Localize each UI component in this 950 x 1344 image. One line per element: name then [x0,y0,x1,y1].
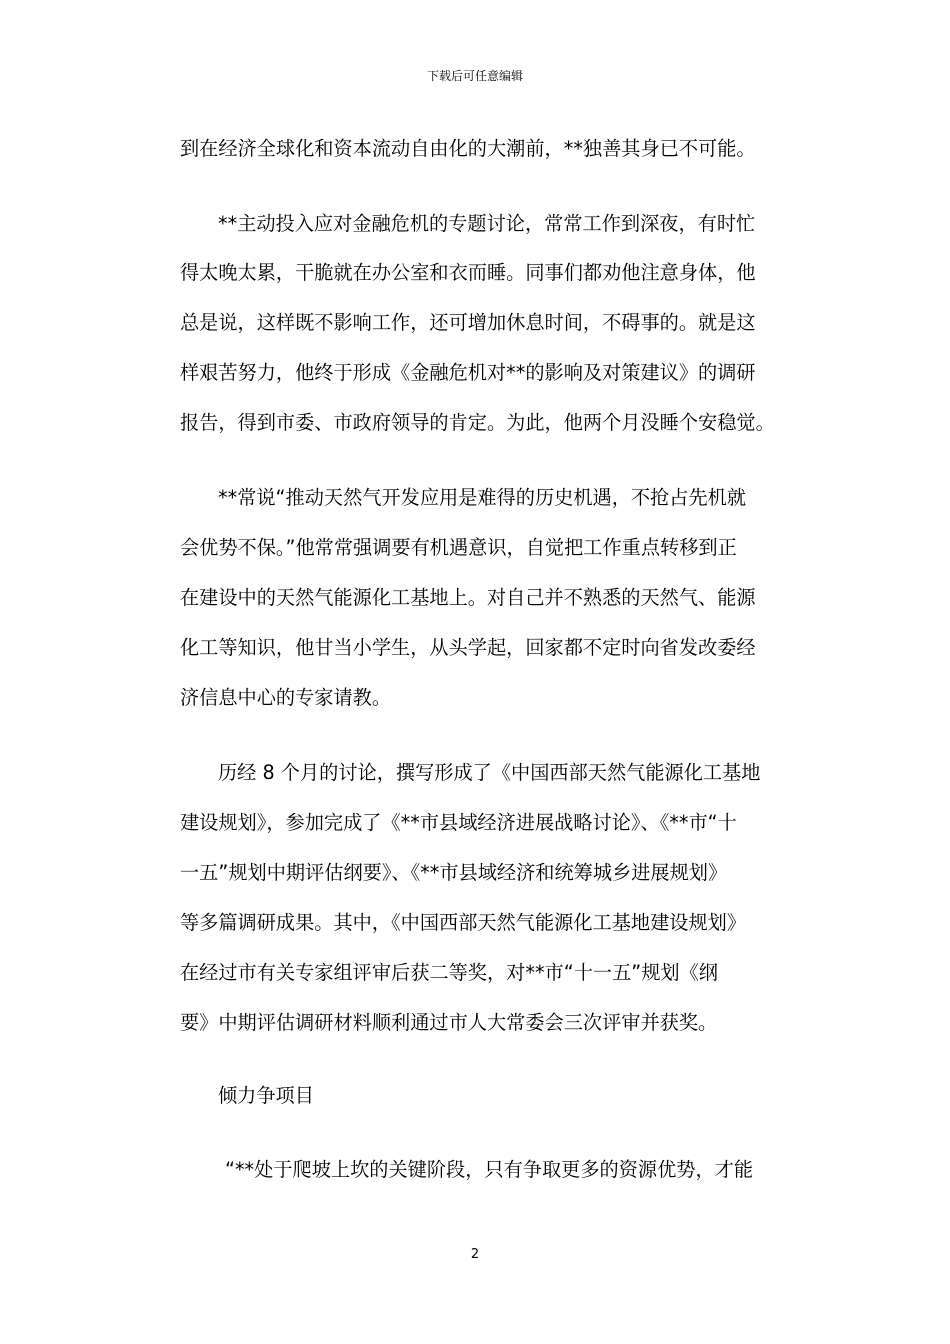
section-heading: 倾力争项目 [218,1084,314,1107]
body-line: 等多篇调研成果。其中，《中国西部天然气能源化工基地建设规划》 [180,911,747,934]
body-line: “**处于爬坡上坎的关键阶段，只有争取更多的资源优势，才能 [225,1158,754,1181]
body-line: 一五”规划中期评估纲要》、《**市县域经济和统筹城乡进展规划》 [180,861,728,884]
page-header: 下载后可任意编辑 [426,69,523,83]
body-line: 样艰苦努力，他终于形成《金融危机对**的影响及对策建议》的调研 [180,361,756,384]
body-line: 得太晚太累，干脆就在办公室和衣而睡。同事们都劝他注意身体，他 [180,261,756,284]
body-line: **常说“推动天然气开发应用是难得的历史机遇，不抢占先机就 [218,486,747,509]
page-number: 2 [470,1247,480,1262]
body-line: 在经过市有关专家组评审后获二等奖，对**市“十一五”规划《纲 [180,961,718,984]
body-line: 总是说，这样既不影响工作，还可增加休息时间，不碍事的。就是这 [180,311,756,334]
body-line: 建设规划》，参加完成了《**市县域经济进展战略讨论》、《**市“十 [180,811,737,834]
body-line: 历经 8 个月的讨论，撰写形成了《中国西部天然气能源化工基地 [218,761,761,784]
body-line: 化工等知识，他甘当小学生，从头学起，回家都不定时向省发改委经 [180,636,756,659]
body-line: 在建设中的天然气能源化工基地上。对自己并不熟悉的天然气、能源 [180,586,756,609]
body-line: 报告，得到市委、市政府领导的肯定。为此，他两个月没睡个安稳觉。 [180,411,775,434]
body-line: 济信息中心的专家请教。 [180,686,392,709]
body-line: 到在经济全球化和资本流动自由化的大潮前，**独善其身已不可能。 [180,137,756,160]
body-line: 会优势不保。”他常常强调要有机遇意识，自觉把工作重点转移到正 [180,536,737,559]
body-line: 要》中期评估调研材料顺利通过市人大常委会三次评审并获奖。 [180,1011,718,1034]
body-line: **主动投入应对金融危机的专题讨论，常常工作到深夜，有时忙 [218,212,756,235]
